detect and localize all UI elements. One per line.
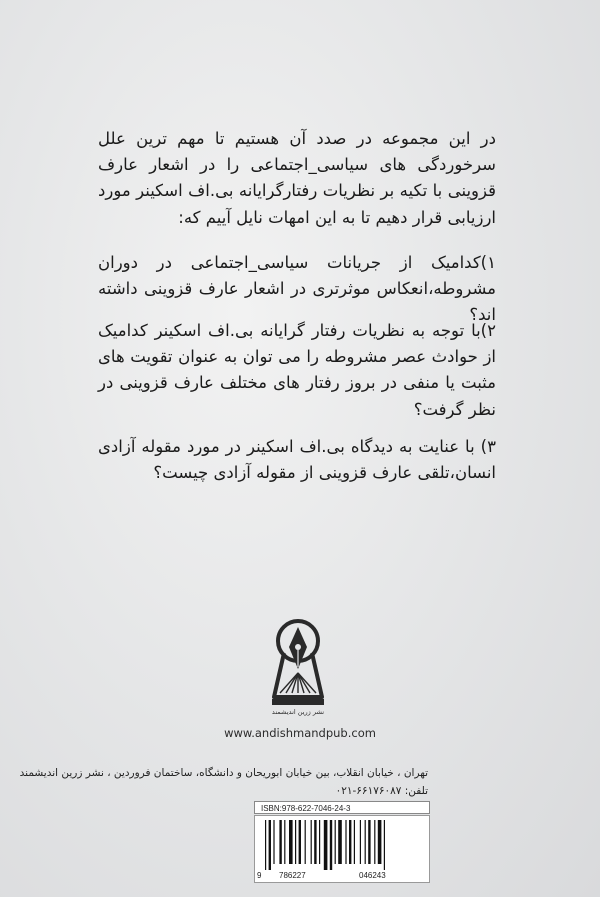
isbn-label: ISBN:978-622-7046-24-3 xyxy=(254,801,430,814)
publisher-phone: تلفن: ۶۶۱۷۶۰۸۷-۰۲۱ xyxy=(335,785,428,797)
pen-nib-keyhole-icon xyxy=(262,617,334,717)
body-question-2: ۲)با توجه به نظریات رفتار گرایانه بی.اف اسکینر کدامیک از حوادث عصر مشروطه را می توان به عنوان تقویت های مثبت یا منفی در بروز رفتار های مختلف عارف قزوینی در نظر گرفت؟ xyxy=(98,321,496,419)
barcode-lead-digit: 9 xyxy=(257,871,262,880)
barcode-bars xyxy=(265,820,421,870)
isbn-barcode xyxy=(254,815,430,883)
body-paragraph-intro: در این مجموعه در صدد آن هستیم تا مهم ترین علل سرخوردگی های سیاسی_اجتماعی را در اشعار عارف قزوینی با تکیه بر نظریات رفتارگرایانه بی.اف اسکینر مورد ارزیابی قرار دهیم تا به این امهات نایل آییم که: xyxy=(98,129,496,227)
body-question-3: ۳) با عنایت به دیدگاه بی.اف اسکینر در مورد مقوله آزادی انسان،تلقی عارف قزوینی از مقوله آزادی چیست؟ xyxy=(98,437,496,483)
body-question-1: ۱)کدامیک از جریانات سیاسی_اجتماعی در دوران مشروطه،انعکاس موثرتری در اشعار عارف قزوینی داشته اند؟ xyxy=(98,253,496,325)
publisher-website: www.andishmandpub.com xyxy=(224,726,376,740)
barcode-right-group: 046243 xyxy=(359,871,386,880)
publisher-logo xyxy=(262,617,334,717)
barcode-left-group: 786227 xyxy=(279,871,306,880)
publisher-address: تهران ، خیابان انقلاب، بین خیابان ابوریحان و دانشگاه، ساختمان فروردین ، نشر زرین اندیشمند xyxy=(19,767,428,779)
publisher-logo-text: نشر زرین اندیشمند xyxy=(271,708,325,716)
